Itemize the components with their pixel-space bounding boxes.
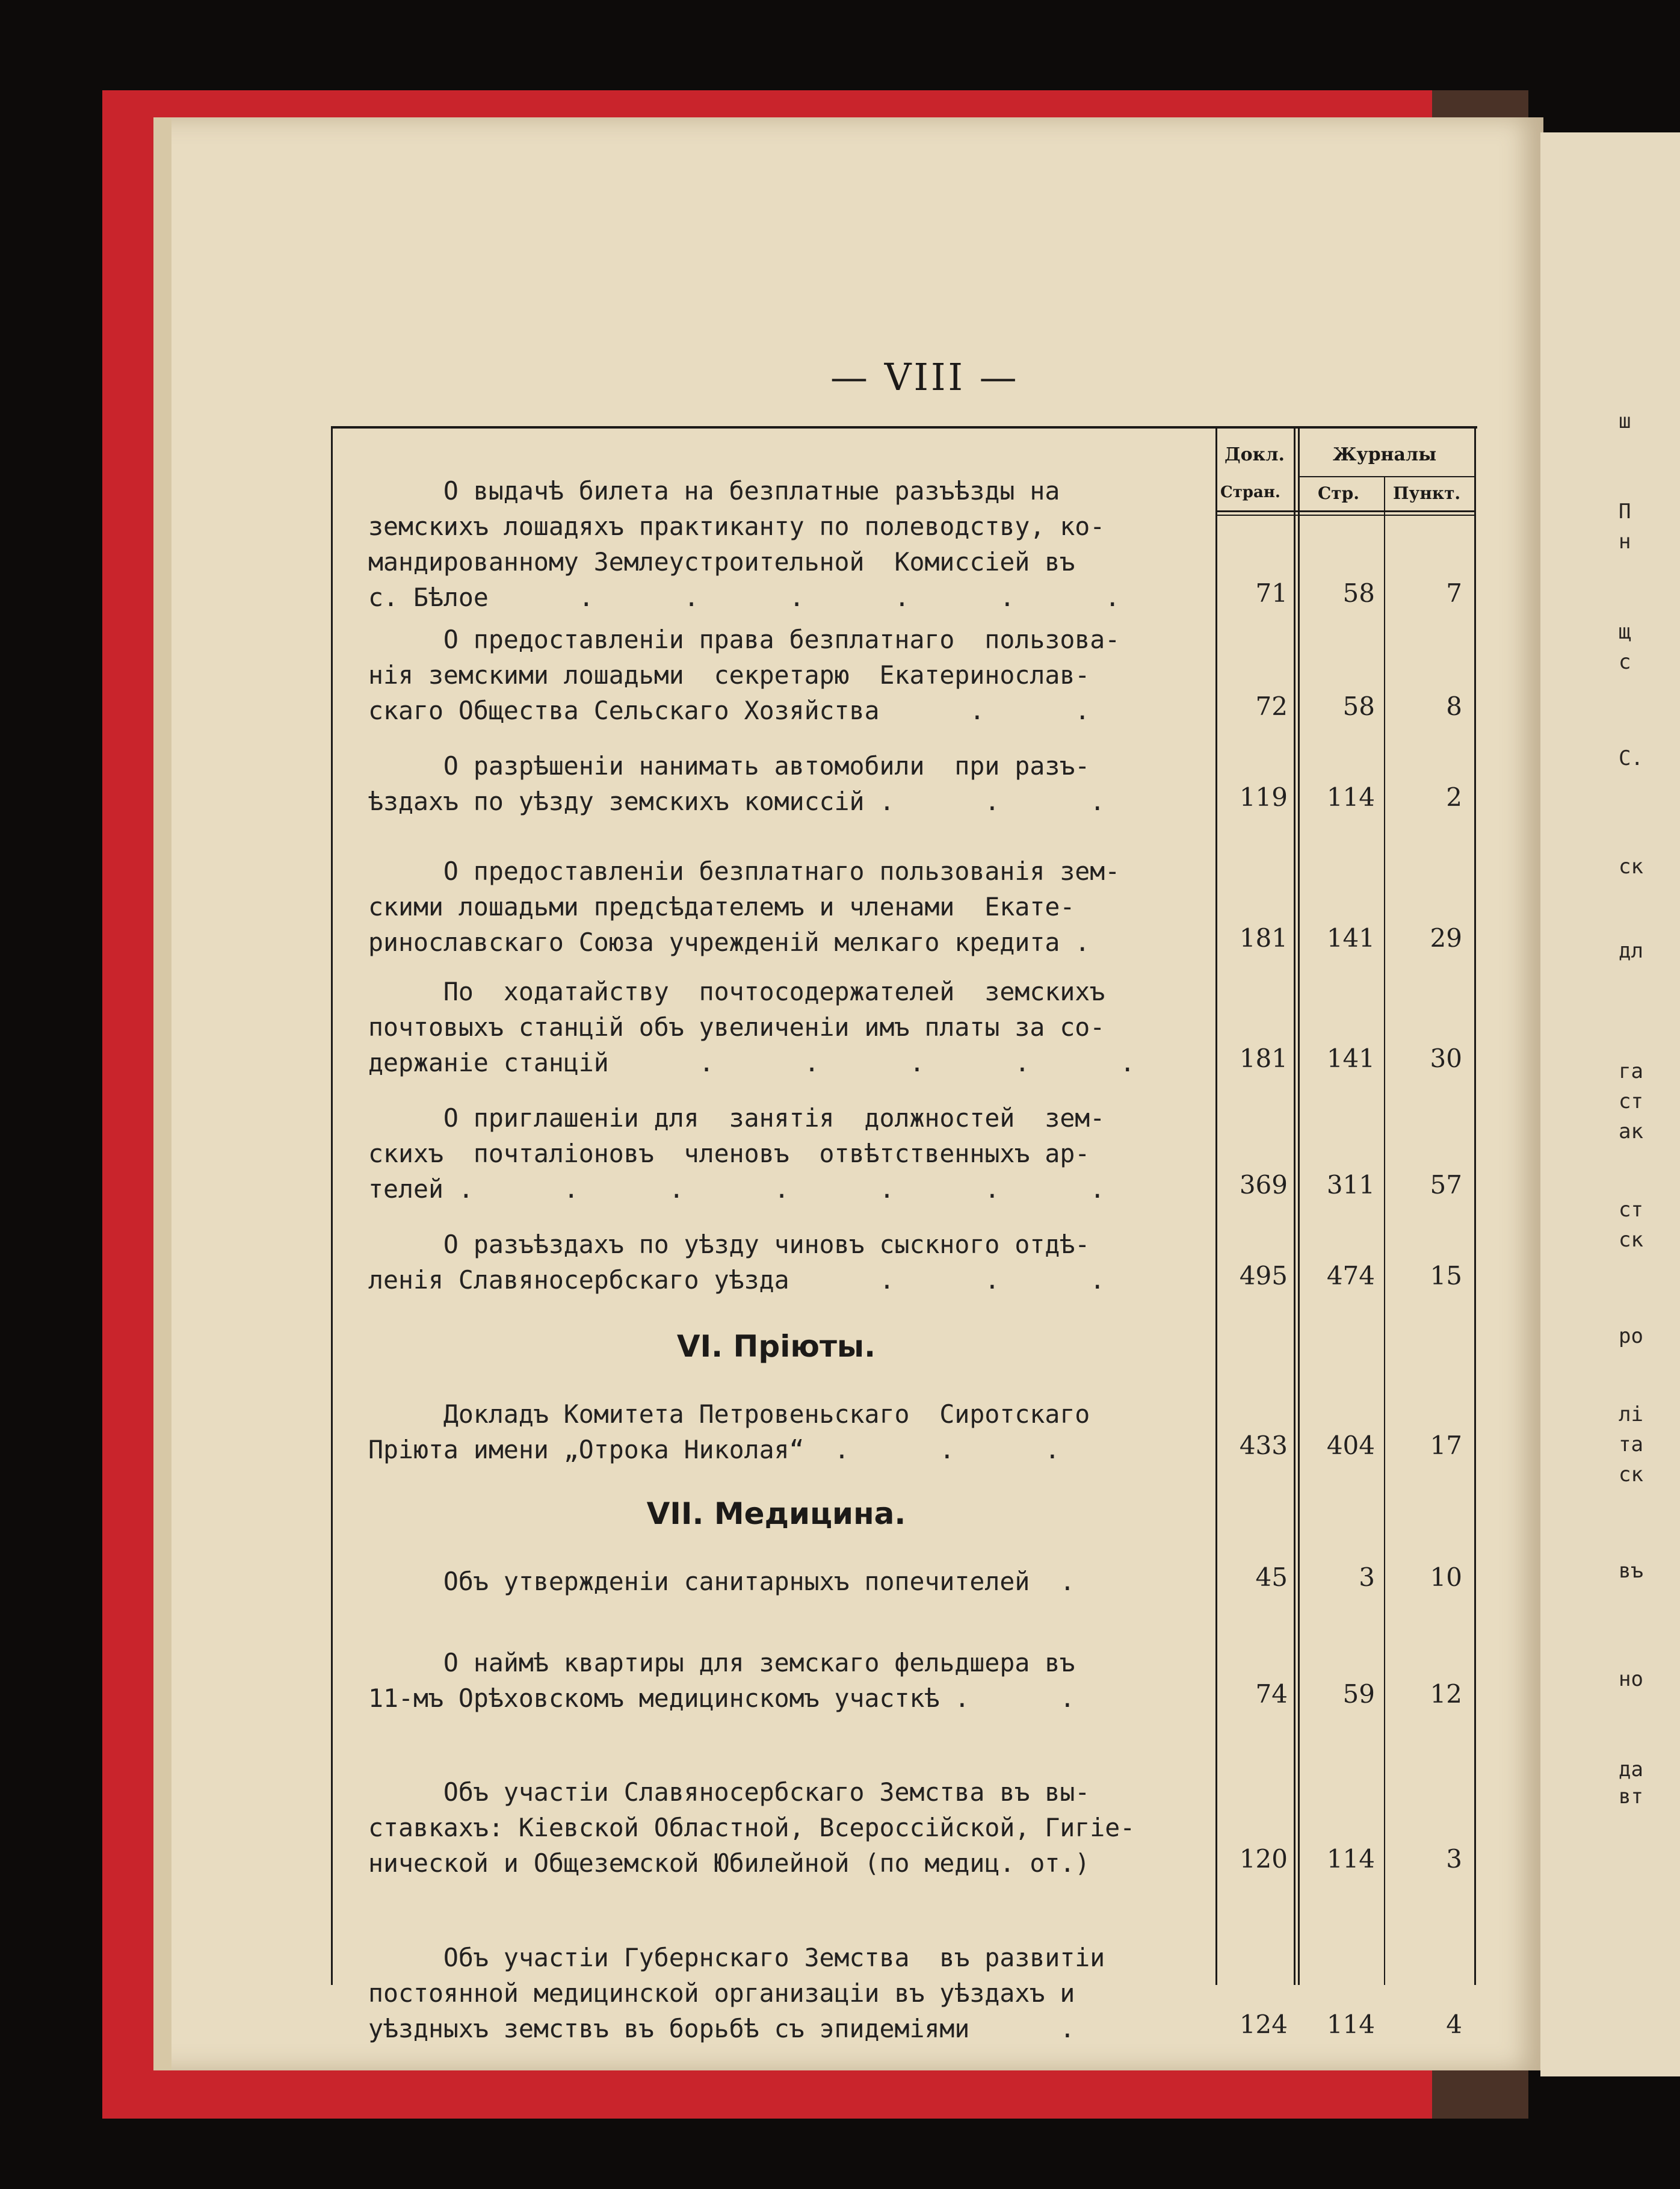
dokl-page-number: 74 (1255, 1679, 1288, 1709)
entry-text: О наймѣ квартиры для земскаго фельдшера въ 11-мъ Орѣховскомъ медицинскомъ участкѣ . . (368, 1648, 1075, 1713)
journal-page-number: 59 (1342, 1679, 1375, 1709)
adjacent-page-text-fragment: ш (1619, 409, 1631, 433)
dokl-page-number: 120 (1239, 1844, 1288, 1874)
journal-page-number: 404 (1326, 1431, 1375, 1460)
table-left-rule (331, 426, 333, 1985)
entry-text: По ходатайству почтосодержателей земскихъ почтовыхъ станцiй объ увеличенiи имъ платы за со- держанiе станцiй . . . . . (368, 977, 1135, 1077)
adjacent-page-text-fragment: дл (1619, 939, 1643, 963)
col-str: Стр. (1318, 483, 1359, 503)
adjacent-page (1540, 132, 1680, 2076)
journal-item-number: 12 (1430, 1679, 1462, 1709)
journal-page-number: 58 (1342, 692, 1375, 721)
adjacent-page-text-fragment: ск (1619, 1463, 1643, 1487)
entry-text: Объ участiи Славяносербскаго Земства въ вы- ставкахъ: Кiевской Областной, Всероссiйской, Гигiе- нической и Общеземской Юбилейной (по медиц. от.) (368, 1777, 1135, 1878)
journal-page-number: 3 (1359, 1562, 1375, 1592)
dokl-page-number: 119 (1239, 782, 1288, 812)
entry-text: О разъѣздахъ по уѣзду чиновъ сыскного отдѣ- ленiя Славяносербскаго уѣзда . . . (368, 1230, 1105, 1295)
table-top-rule (331, 426, 1477, 429)
adjacent-page-text-fragment: П (1619, 500, 1631, 524)
dokl-page-number: 495 (1239, 1261, 1288, 1290)
journal-item-number: 57 (1430, 1170, 1462, 1200)
dokl-page-number: 72 (1255, 692, 1288, 721)
col-dokl-title: Докл. (1224, 444, 1285, 465)
adjacent-page-text-fragment: да (1619, 1757, 1643, 1782)
journal-page-number: 58 (1342, 578, 1375, 608)
entry-text: О предоставленiи права безплатнаго пользова- нiя земскими лошадьми секретарю Екатеринослав- скаго Общества Сельскаго Хозяйства . . (368, 625, 1120, 725)
journal-item-number: 4 (1446, 2010, 1462, 2039)
index-table (331, 426, 1477, 2043)
dokl-page-number: 181 (1239, 1044, 1288, 1073)
adjacent-page-text-fragment: с (1619, 650, 1631, 674)
section-title-vii: VII. Медицина. (646, 1496, 906, 1531)
journal-item-number: 7 (1446, 578, 1462, 608)
adjacent-page-text-fragment: щ (1619, 620, 1631, 644)
col-dokl-sub: Стран. (1220, 483, 1280, 501)
col-zhurnaly-title: Журналы (1333, 444, 1437, 465)
journal-page-number: 114 (1326, 1844, 1375, 1874)
col-punkt: Пункт. (1393, 483, 1461, 503)
adjacent-page-text-fragment: та (1619, 1432, 1643, 1457)
adjacent-page-text-fragment: н (1619, 530, 1631, 554)
adjacent-page-text-fragment: ро (1619, 1324, 1643, 1348)
adjacent-page-text-fragment: лі (1619, 1402, 1643, 1426)
adjacent-page-text-fragment: ст (1619, 1089, 1643, 1113)
entry-text: О разрѣшенiи нанимать автомобили при разъ- ѣздахъ по уѣзду земскихъ комиссiй . . . (368, 751, 1105, 816)
adjacent-page-text-fragment: ак (1619, 1119, 1643, 1144)
journal-page-number: 141 (1326, 1044, 1375, 1073)
section-title-vi: VI. Прiюты. (676, 1329, 876, 1364)
adjacent-page-text-fragment: ск (1619, 855, 1643, 879)
adjacent-page-text-fragment: въ (1619, 1559, 1643, 1583)
entry-text: Объ утвержденiи санитарныхъ попечителей . (368, 1567, 1075, 1596)
journal-item-number: 3 (1446, 1844, 1462, 1874)
journal-page-number: 141 (1326, 923, 1375, 953)
journal-page-number: 114 (1326, 2010, 1375, 2039)
journal-page-number: 311 (1326, 1170, 1375, 1200)
journal-item-number: 29 (1430, 923, 1462, 953)
entry-text: О предоставленiи безплатнаго пользованiя зем- скими лошадьми предсѣдателемъ и членами Екате- ринославскаго Союза учрежденiй мелкаго кредита . (368, 856, 1120, 957)
dokl-page-number: 369 (1239, 1170, 1288, 1200)
entry-text: Докладъ Комитета Петровеньскаго Сиротскаго Прiюта имени „Отрока Николая“ . . . (368, 1399, 1090, 1464)
journal-page-number: 474 (1326, 1261, 1375, 1290)
journal-item-number: 8 (1446, 692, 1462, 721)
journal-item-number: 15 (1430, 1261, 1462, 1290)
adjacent-page-text-fragment: ст (1619, 1198, 1643, 1222)
adjacent-page-text-fragment: га (1619, 1059, 1643, 1083)
page-edge (153, 117, 171, 2070)
adjacent-page-text-fragment: вт (1619, 1785, 1643, 1809)
dokl-page-number: 71 (1255, 578, 1288, 608)
journal-page-number: 114 (1326, 782, 1375, 812)
journal-item-number: 30 (1430, 1044, 1462, 1073)
entry-text: О приглашенiи для занятiя должностей зем- скихъ почталiоновъ членовъ отвѣтственныхъ ар- телей . . . . . . . (368, 1103, 1105, 1204)
adjacent-page-text-fragment: но (1619, 1667, 1643, 1691)
journal-item-number: 2 (1446, 782, 1462, 812)
dokl-page-number: 433 (1239, 1431, 1288, 1460)
journal-item-number: 17 (1430, 1431, 1462, 1460)
adjacent-page-text-fragment: С. (1619, 746, 1643, 770)
adjacent-page-text-fragment: ск (1619, 1228, 1643, 1252)
journal-item-number: 10 (1430, 1562, 1462, 1592)
dokl-page-number: 181 (1239, 923, 1288, 953)
dokl-page-number: 45 (1255, 1562, 1288, 1592)
dokl-page-number: 124 (1239, 2010, 1288, 2039)
entry-text: О выдачѣ билета на безплатные разъѣзды на земскихъ лошадяхъ практиканту по полеводству, ко- мандированному Землеустроительной Комиссiей въ с. Бѣлое . . . . . . (368, 476, 1120, 612)
page-number: — VIII — (830, 355, 1019, 399)
entry-text: Объ участiи Губернскаго Земства въ развитiи постоянной медицинской организацiи въ уѣздахъ и уѣздныхъ земствъ въ борьбѣ съ эпидемiями . (368, 1943, 1105, 2043)
